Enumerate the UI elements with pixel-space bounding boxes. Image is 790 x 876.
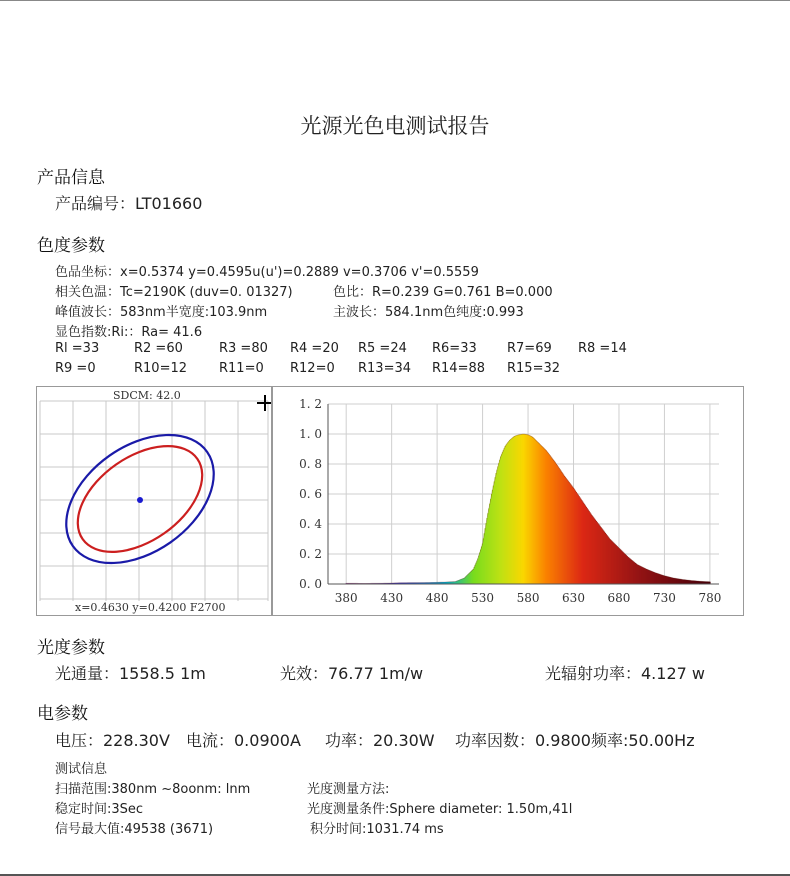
- x-tick-label: 380: [334, 591, 358, 605]
- sdcm-footer: x=0.4630 y=0.4200 F2700: [75, 601, 226, 614]
- cri-ra: 显色指数:Ri:：Ra= 41.6: [55, 325, 203, 340]
- radiant-power: 光辐射功率：4.127 w: [545, 664, 705, 683]
- peak-wavelength: 峰值波长：583nm半宽度:103.9nm: [55, 305, 268, 320]
- r-value: R12=0: [290, 361, 335, 376]
- sdcm-plot: [37, 387, 271, 615]
- photometric-method: 光度测量方法:: [307, 782, 390, 797]
- r-value: R2 =60: [134, 341, 183, 356]
- max-signal: 信号最大值:49538 (3671): [55, 822, 214, 837]
- sdcm-panel: [36, 386, 272, 616]
- sdcm-label: SDCM: 42.0: [113, 389, 181, 402]
- scan-range: 扫描范围:380nm ~8oonm: lnm: [55, 782, 251, 797]
- r-value: Rl =33: [55, 341, 100, 356]
- r-value: R8 =14: [578, 341, 627, 356]
- luminous-flux: 光通量：1558.5 1m: [55, 664, 206, 683]
- r-value: R14=88: [432, 361, 486, 376]
- report-title: 光源光色电测试报告: [300, 114, 490, 138]
- r-value: R4 =20: [290, 341, 339, 356]
- x-tick-label: 730: [652, 591, 676, 605]
- voltage: 电压：228.30V: [55, 731, 170, 750]
- chromaticity-coords: 色品坐标：x=0.5374 y=0.4595u(u')=0.2889 v=0.3706 v'=0.5559: [55, 265, 479, 280]
- r-value: R9 =0: [55, 361, 96, 376]
- x-tick-label: 780: [698, 591, 722, 605]
- x-tick-label: 530: [471, 591, 495, 605]
- color-ratio: 色比：R=0.239 G=0.761 B=0.000: [333, 285, 553, 300]
- r-value: R13=34: [358, 361, 412, 376]
- r-value: R11=0: [219, 361, 264, 376]
- y-tick-label: 1. 0: [299, 427, 322, 441]
- electrical-heading: 电参数: [37, 704, 88, 724]
- dominant-wavelength: 主波长：584.1nm色纯度:0.993: [333, 305, 524, 320]
- luminous-efficacy: 光效：76.77 1m/w: [280, 664, 424, 683]
- product-heading: 产品信息: [37, 168, 105, 188]
- y-tick-label: 0. 6: [299, 487, 322, 501]
- x-tick-label: 430: [380, 591, 404, 605]
- r-value: R3 =80: [219, 341, 268, 356]
- x-tick-label: 480: [425, 591, 449, 605]
- y-tick-label: 0. 2: [299, 547, 322, 561]
- x-tick-label: 630: [562, 591, 585, 605]
- r-value: R15=32: [507, 361, 561, 376]
- r-value: R7=69: [507, 341, 552, 356]
- r-value: R6=33: [432, 341, 477, 356]
- power: 功率：20.30W: [325, 731, 435, 750]
- y-tick-label: 0. 0: [299, 577, 322, 591]
- chromaticity-point: [137, 497, 143, 503]
- spectrum-panel: [272, 386, 744, 616]
- current: 电流：0.0900A: [186, 731, 301, 750]
- x-tick-label: 580: [516, 591, 540, 605]
- spectrum-chart: [273, 387, 743, 615]
- photometric-condition: 光度测量条件:Sphere diameter: 1.50m,41l: [307, 802, 573, 817]
- top-rule: [0, 0, 790, 1]
- r-value: R5 =24: [358, 341, 407, 356]
- stable-time: 稳定时间:3Sec: [55, 802, 144, 817]
- y-tick-label: 0. 8: [299, 457, 322, 471]
- r-value: R10=12: [134, 361, 188, 376]
- product-number: 产品编号：LT01660: [55, 194, 203, 213]
- power-factor-frequency: 功率因数：0.9800频率:50.00Hz: [455, 731, 695, 750]
- x-tick-label: 680: [607, 591, 631, 605]
- test-heading: 测试信息: [55, 762, 108, 777]
- y-tick-label: 0. 4: [299, 517, 322, 531]
- photometric-heading: 光度参数: [37, 638, 105, 658]
- cct: 相关色温：Tc=2190K (duv=0. 01327): [55, 285, 293, 300]
- integration-time: 积分时间:1031.74 ms: [310, 822, 444, 837]
- y-tick-label: 1. 2: [299, 397, 322, 411]
- color-heading: 色度参数: [37, 236, 105, 256]
